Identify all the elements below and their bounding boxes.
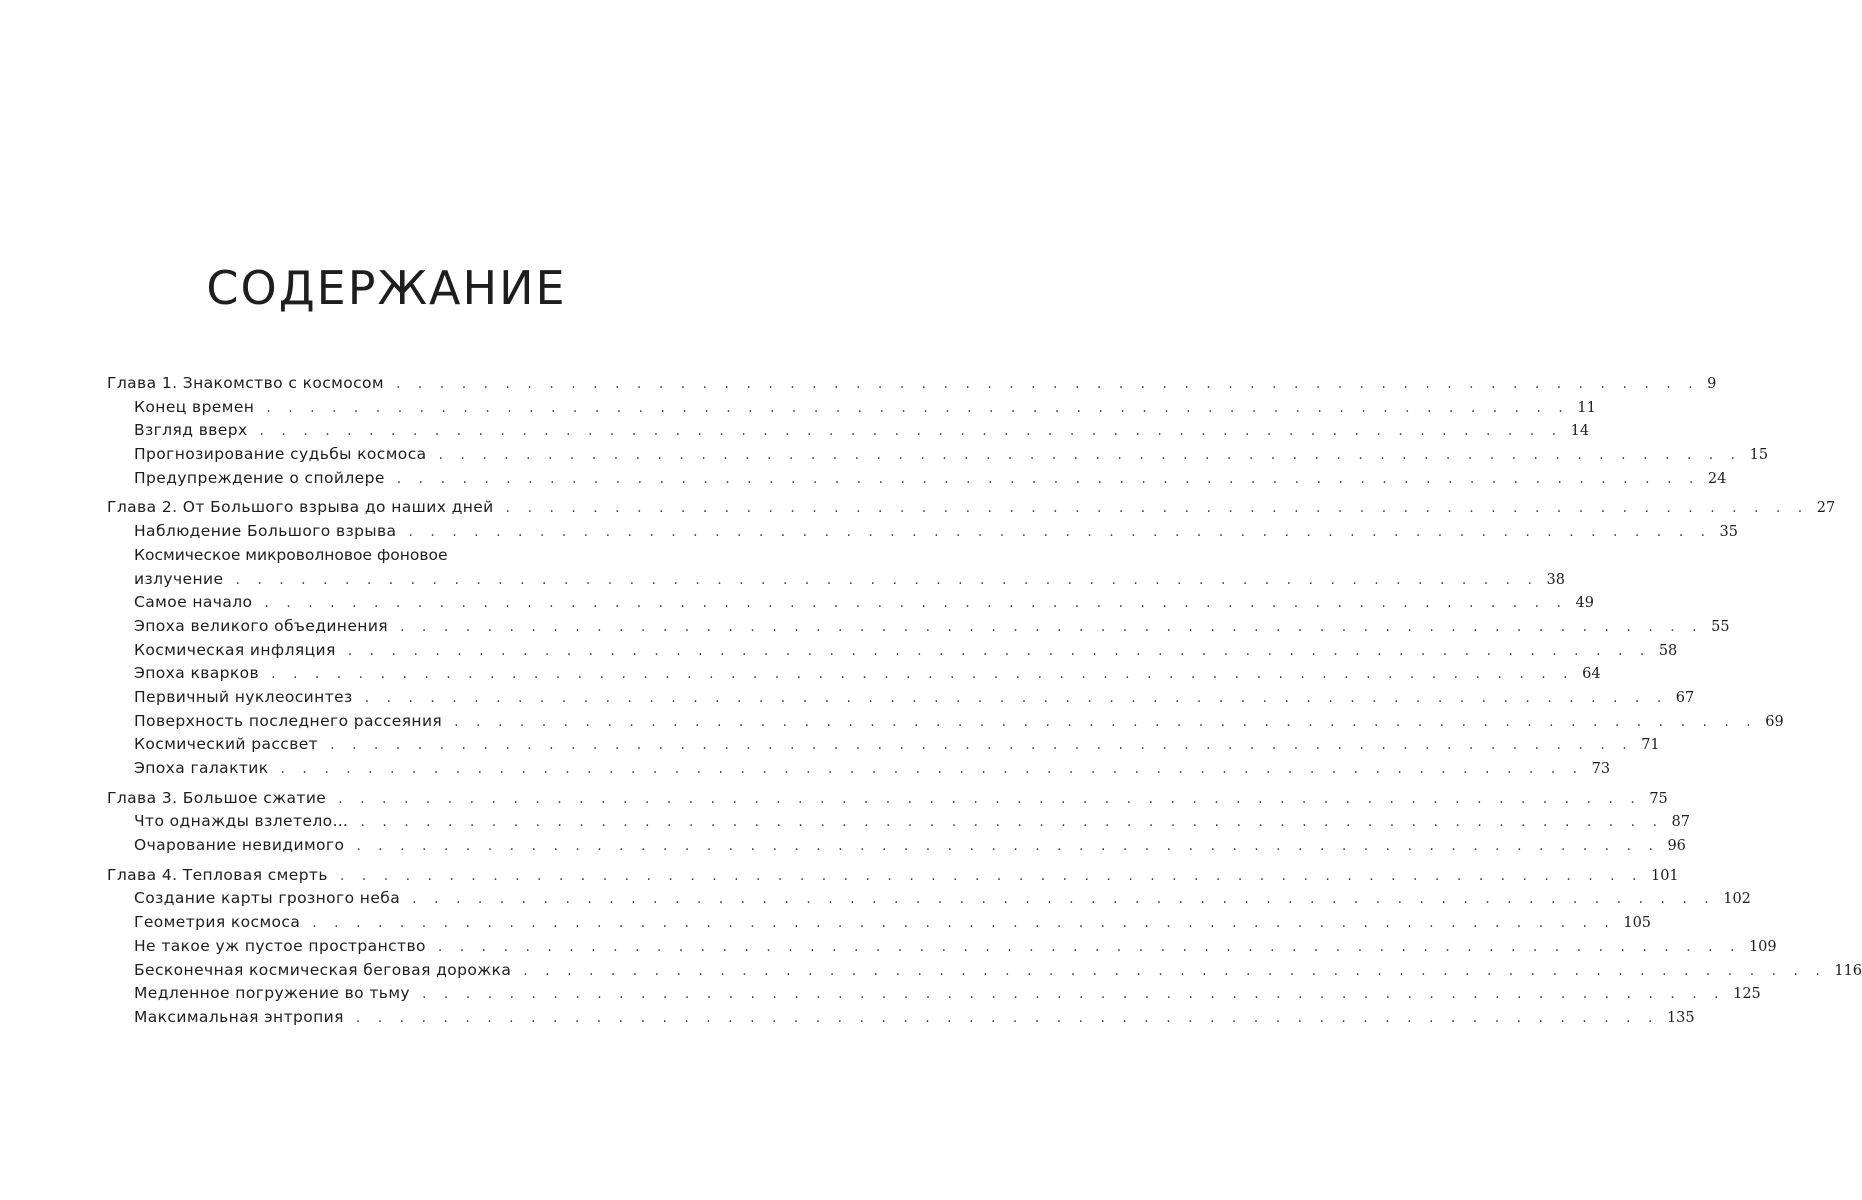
page-number: 102 (1723, 891, 1751, 908)
section-entry[interactable] (107, 810, 1690, 834)
section-title: Эпоха кварков (134, 664, 260, 683)
page-number: 71 (1641, 737, 1660, 754)
page-number: 14 (1570, 423, 1590, 440)
chapter-entry[interactable] (107, 864, 1679, 888)
dot-leader: . . . . . . . . . . . . . . . . . . . . . . . . . . . . . . . . . . . . . . . . . . . . . . . . . . . . . . . . . . . . (360, 814, 1664, 831)
section-entry[interactable] (107, 639, 1678, 663)
dot-leader: . . . . . . . . . . . . . . . . . . . . . . . . . . . . . . . . . . . . . . . . . . . . . . . . . . . . . . . . . . . . (266, 399, 1570, 416)
section-title: Космическая инфляция (134, 640, 336, 659)
dot-leader: . . . . . . . . . . . . . . . . . . . . . . . . . . . . . . . . . . . . . . . . . . . . . . . . . . . . . . . . . . . . (412, 891, 1716, 908)
page-number: 75 (1649, 790, 1668, 807)
dot-leader: . . . . . . . . . . . . . . . . . . . . . . . . . . . . . . . . . . . . . . . . . . . . . . . . . . . . . . . . . . . . (338, 790, 1642, 807)
section-title: Первичный нуклеосинтез (134, 687, 353, 706)
dot-leader: . . . . . . . . . . . . . . . . . . . . . . . . . . . . . . . . . . . . . . . . . . . . . . . . . . . . . . . . . . . . (396, 470, 1700, 487)
section-title[interactable]: Космическое микроволновое фоновое (134, 545, 448, 564)
chapter-entry[interactable] (107, 496, 1836, 520)
dot-leader: . . . . . . . . . . . . . . . . . . . . . . . . . . . . . . . . . . . . . . . . . . . . . . . . . . . . . . . . . . . . (355, 1009, 1659, 1026)
page-number: 116 (1834, 962, 1862, 979)
section-title: Эпоха великого объединения (134, 616, 389, 635)
dot-leader: . . . . . . . . . . . . . . . . . . . . . . . . . . . . . . . . . . . . . . . . . . . . . . . . . . . . . . . . . . . . (330, 737, 1634, 754)
page-number: 101 (1650, 867, 1679, 884)
page-number: 24 (1707, 470, 1727, 487)
dot-leader: . . . . . . . . . . . . . . . . . . . . . . . . . . . . . . . . . . . . . . . . . . . . . . . . . . . . . . . . . . . . (438, 447, 1742, 464)
page-number: 55 (1711, 618, 1730, 635)
section-entry[interactable] (107, 887, 1751, 911)
page-number: 67 (1675, 689, 1695, 706)
section-entry[interactable] (107, 520, 1738, 544)
page-number: 27 (1816, 500, 1836, 517)
section-title: Создание карты грозного неба (134, 889, 401, 908)
chapter-group (107, 372, 1769, 490)
section-entry[interactable] (107, 911, 1652, 935)
dot-leader: . . . . . . . . . . . . . . . . . . . . . . . . . . . . . . . . . . . . . . . . . . . . . . . . . . . . . . . . . . . . (437, 938, 1741, 955)
section-entry[interactable] (107, 686, 1695, 710)
section-entry[interactable] (107, 615, 1730, 639)
section-title: Прогнозирование судьбы космоса (134, 445, 427, 464)
chapter-group (107, 864, 1862, 1030)
section-entry[interactable] (107, 982, 1761, 1006)
section-title: Что однажды взлетело… (134, 812, 349, 831)
section-title: Максимальная энтропия (134, 1007, 344, 1026)
dot-leader: . . . . . . . . . . . . . . . . . . . . . . . . . . . . . . . . . . . . . . . . . . . . . . . . . . . . . . . . . . . . (505, 500, 1809, 517)
section-title: Конец времен (134, 397, 255, 416)
section-entry[interactable] (107, 959, 1862, 983)
page-number: 69 (1765, 713, 1784, 730)
chapter-group (107, 496, 1836, 780)
dot-leader: . . . . . . . . . . . . . . . . . . . . . . . . . . . . . . . . . . . . . . . . . . . . . . . . . . . . . . . . . . . . (364, 689, 1668, 706)
section-title: Поверхность последнего рассеяния (134, 711, 443, 730)
page-number: 49 (1575, 595, 1594, 612)
page-number: 96 (1667, 838, 1686, 855)
section-entry[interactable] (107, 662, 1601, 686)
chapter-group (107, 787, 1690, 858)
section-title: Медленное погружение во тьму (134, 984, 411, 1003)
dot-leader: . . . . . . . . . . . . . . . . . . . . . . . . . . . . . . . . . . . . . . . . . . . . . . . . . . . . . . . . . . . . (408, 524, 1712, 541)
page-number: 38 (1546, 571, 1565, 588)
page-number: 15 (1749, 447, 1769, 464)
chapter-title: Глава 3. Большое сжатие (107, 788, 327, 807)
section-title: Геометрия космоса (134, 913, 301, 932)
section-title: излучение (134, 569, 224, 588)
section-entry[interactable] (107, 591, 1594, 615)
section-entry[interactable] (107, 419, 1590, 443)
section-entry[interactable] (107, 834, 1686, 858)
page-title: СОДЕРЖАНИЕ (206, 261, 567, 315)
page-number: 105 (1623, 915, 1652, 932)
page-number: 109 (1748, 938, 1777, 955)
section-title: Наблюдение Большого взрыва (134, 522, 397, 541)
section-title: Предупреждение о спойлере (134, 468, 385, 487)
dot-leader: . . . . . . . . . . . . . . . . . . . . . . . . . . . . . . . . . . . . . . . . . . . . . . . . . . . . . . . . . . . . (280, 761, 1584, 777)
chapter-title: Глава 2. От Большого взрыва до наших дней (107, 498, 494, 517)
page-number: 125 (1733, 986, 1761, 1003)
section-entry[interactable] (107, 710, 1784, 734)
page-number: 87 (1671, 814, 1690, 831)
section-title: Эпоха галактик (134, 759, 269, 777)
chapter-entry[interactable] (107, 372, 1717, 396)
dot-leader: . . . . . . . . . . . . . . . . . . . . . . . . . . . . . . . . . . . . . . . . . . . . . . . . . . . . . . . . . . . . (347, 642, 1651, 659)
dot-leader: . . . . . . . . . . . . . . . . . . . . . . . . . . . . . . . . . . . . . . . . . . . . . . . . . . . . . . . . . . . . (422, 986, 1726, 1003)
section-entry[interactable] (107, 757, 1611, 781)
section-title: Самое начало (134, 593, 253, 612)
section-title: Бесконечная космическая беговая дорожка (134, 960, 512, 979)
section-title: Очарование невидимого (134, 836, 345, 855)
section-entry[interactable] (107, 935, 1777, 959)
dot-leader: . . . . . . . . . . . . . . . . . . . . . . . . . . . . . . . . . . . . . . . . . . . . . . . . . . . . . . . . . . . . (312, 915, 1616, 932)
dot-leader: . . . . . . . . . . . . . . . . . . . . . . . . . . . . . . . . . . . . . . . . . . . . . . . . . . . . . . . . . . . . (400, 618, 1704, 635)
dot-leader: . . . . . . . . . . . . . . . . . . . . . . . . . . . . . . . . . . . . . . . . . . . . . . . . . . . . . . . . . . . . (339, 867, 1643, 884)
page-number: 58 (1658, 642, 1678, 659)
dot-leader: . . . . . . . . . . . . . . . . . . . . . . . . . . . . . . . . . . . . . . . . . . . . . . . . . . . . . . . . . . . . (235, 571, 1539, 588)
section-entry[interactable] (107, 568, 1565, 592)
section-title: Не такое уж пустое пространство (134, 936, 426, 955)
section-entry[interactable] (107, 443, 1769, 467)
dot-leader: . . . . . . . . . . . . . . . . . . . . . . . . . . . . . . . . . . . . . . . . . . . . . . . . . . . . . . . . . . . . (271, 666, 1575, 683)
page-number: 135 (1666, 1009, 1695, 1026)
page-number: 73 (1591, 761, 1611, 777)
section-title: Космический рассвет (134, 735, 319, 754)
section-entry[interactable] (107, 396, 1596, 420)
dot-leader: . . . . . . . . . . . . . . . . . . . . . . . . . . . . . . . . . . . . . . . . . . . . . . . . . . . . . . . . . . . . (259, 423, 1563, 440)
table-of-contents (107, 372, 1862, 1036)
page-number: 35 (1719, 524, 1738, 541)
page-number: 9 (1707, 376, 1717, 392)
dot-leader: . . . . . . . . . . . . . . . . . . . . . . . . . . . . . . . . . . . . . . . . . . . . . . . . . . . . . . . . . . . . (264, 595, 1568, 612)
chapter-entry[interactable] (107, 787, 1668, 811)
section-entry[interactable] (107, 733, 1660, 757)
dot-leader: . . . . . . . . . . . . . . . . . . . . . . . . . . . . . . . . . . . . . . . . . . . . . . . . . . . . . . . . . . . . (454, 713, 1758, 730)
section-title: Взгляд вверх (134, 421, 248, 440)
page-number: 64 (1582, 666, 1601, 683)
section-entry[interactable] (107, 1006, 1695, 1030)
chapter-title: Глава 1. Знакомство с космосом (107, 374, 385, 392)
chapter-title: Глава 4. Тепловая смерть (107, 865, 328, 884)
dot-leader: . . . . . . . . . . . . . . . . . . . . . . . . . . . . . . . . . . . . . . . . . . . . . . . . . . . . . . . . . . . . (356, 838, 1660, 855)
dot-leader: . . . . . . . . . . . . . . . . . . . . . . . . . . . . . . . . . . . . . . . . . . . . . . . . . . . . . . . . . . . . (523, 962, 1827, 979)
dot-leader: . . . . . . . . . . . . . . . . . . . . . . . . . . . . . . . . . . . . . . . . . . . . . . . . . . . . . . . . . . . . (396, 376, 1700, 392)
section-entry[interactable] (107, 467, 1727, 491)
page-number: 11 (1577, 399, 1596, 416)
